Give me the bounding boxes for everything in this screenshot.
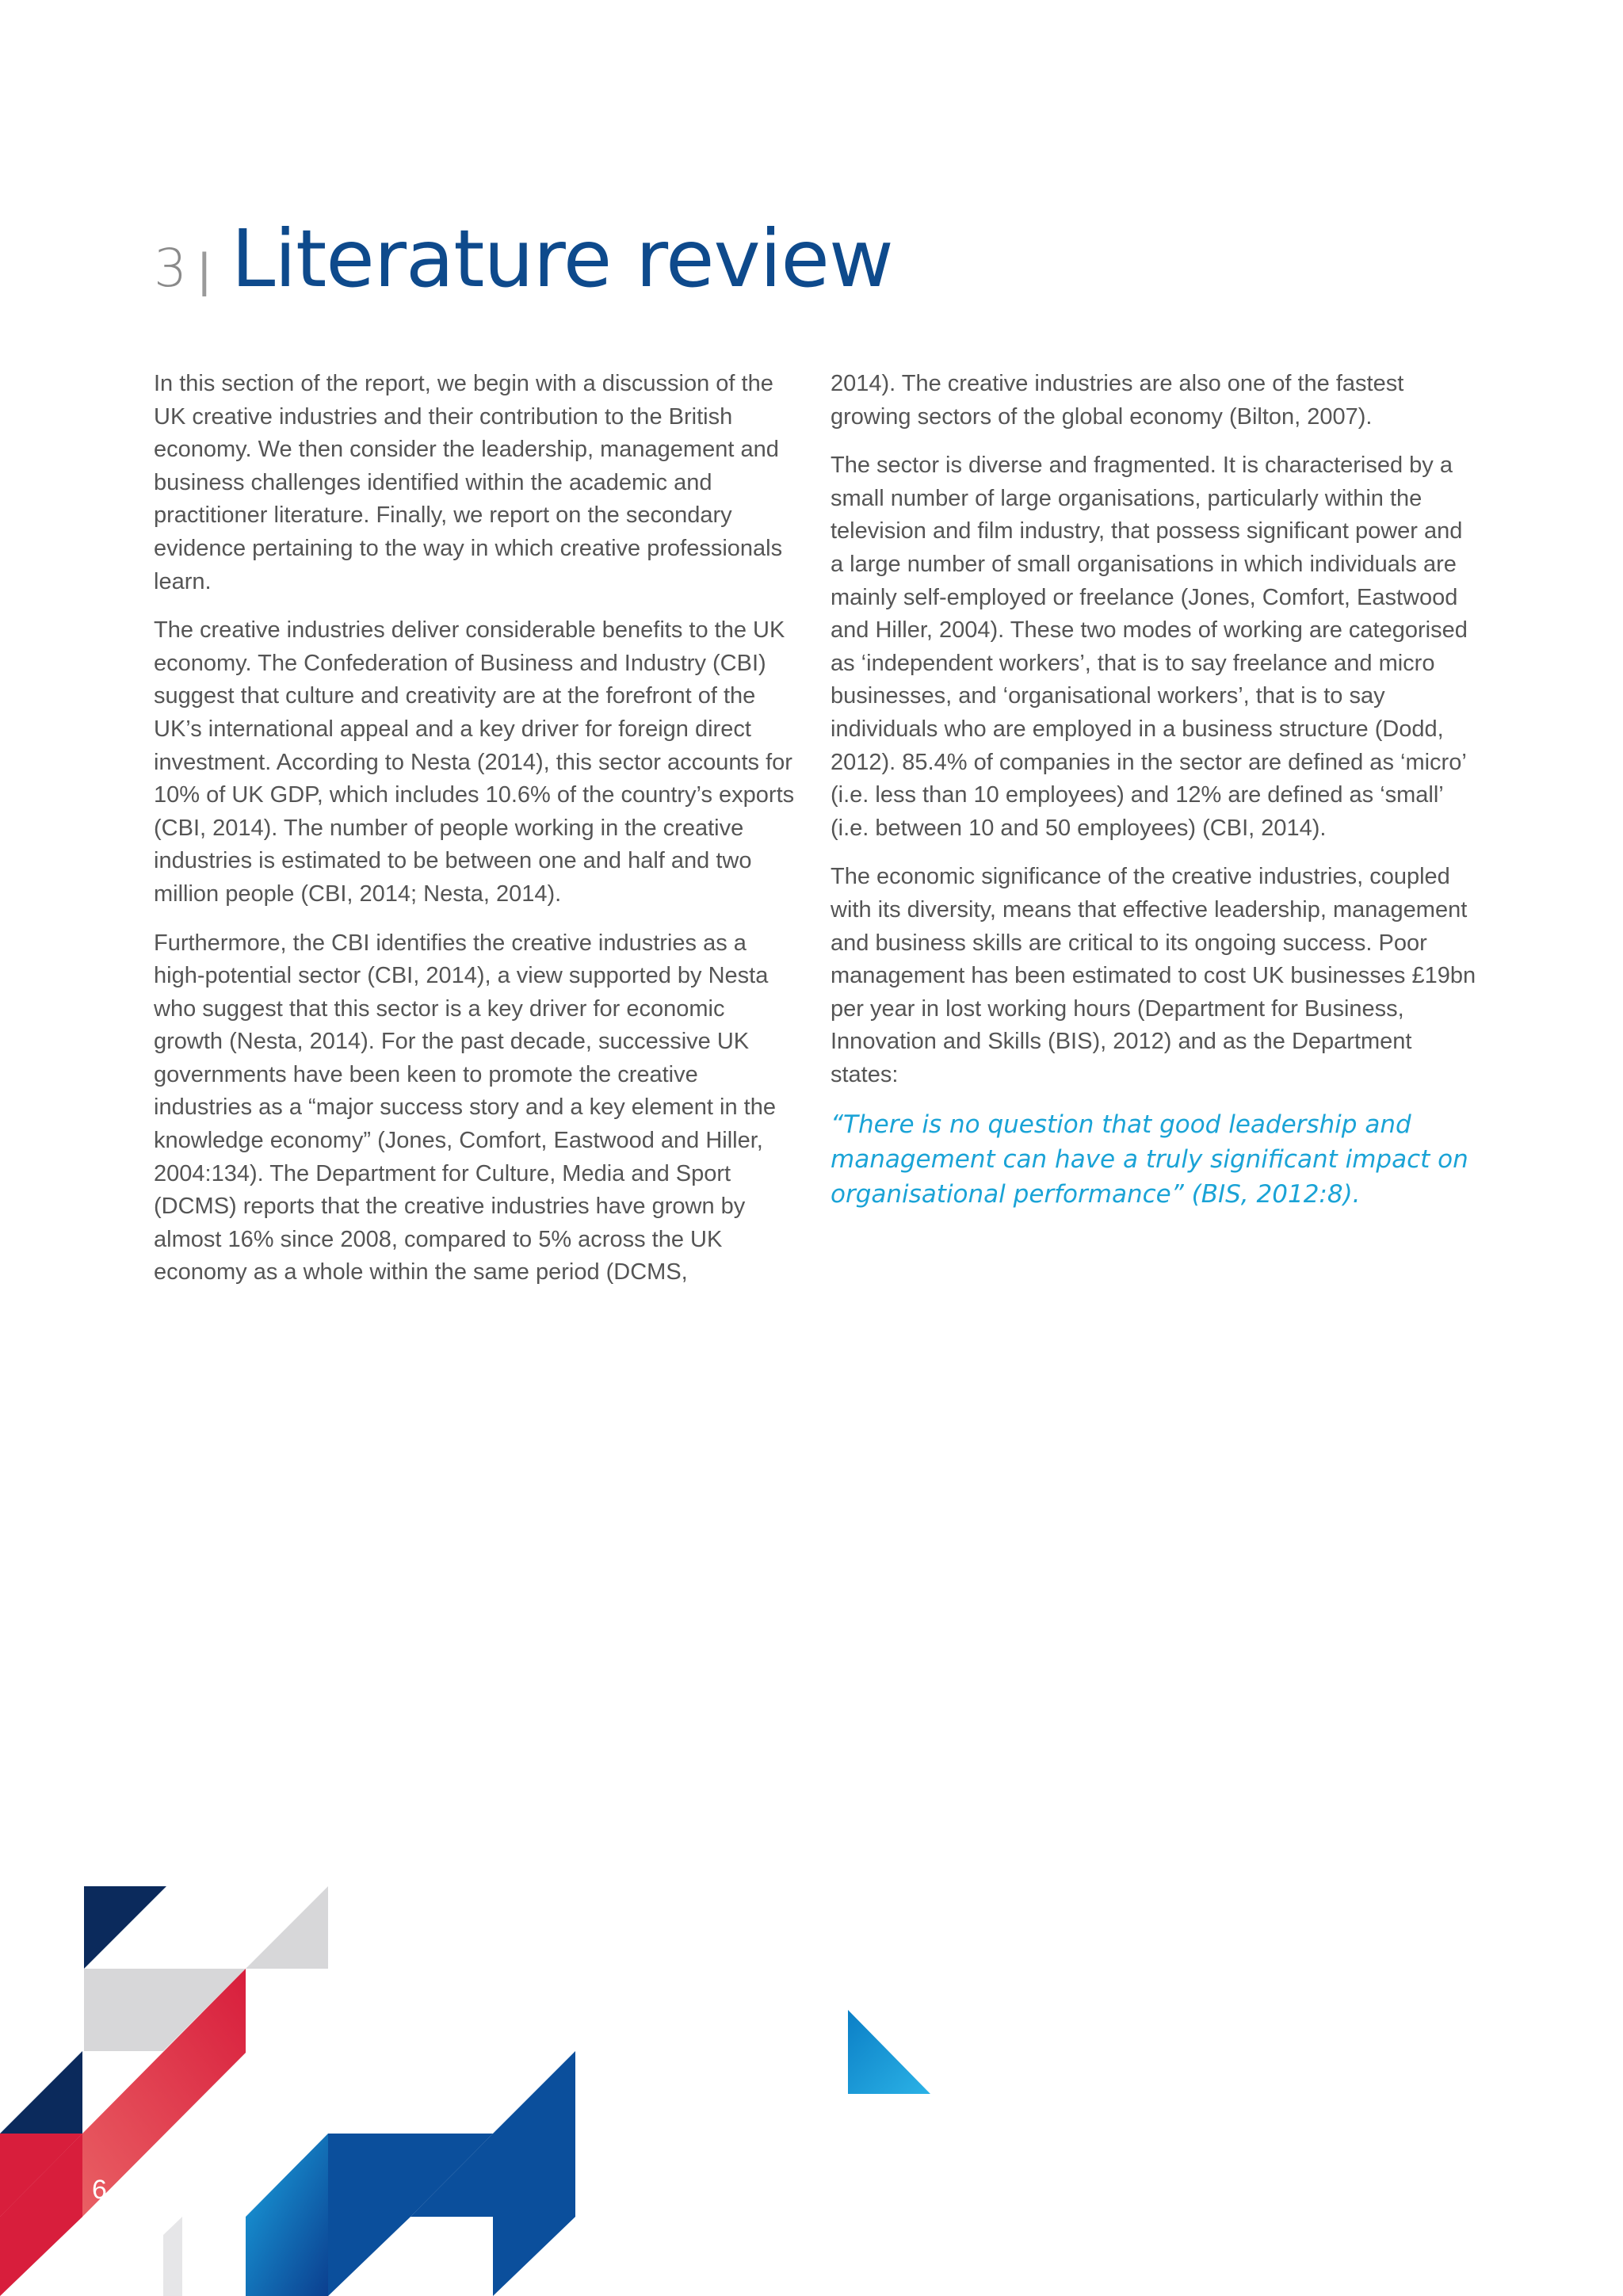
- section-number: 3: [154, 238, 187, 299]
- decorative-triangle: [848, 2010, 932, 2094]
- decorative-triangles: [0, 1886, 602, 2296]
- section-heading: [154, 212, 893, 305]
- page-number: 6: [92, 2175, 107, 2205]
- right-column: [831, 368, 1480, 1228]
- paragraph: 2014). The creative industries are also one of the fastest growing sectors of the global economy (Bilton, 2007).: [831, 371, 1404, 430]
- paragraph: The creative industries deliver considerable benefits to the UK economy. The Confederation of Business and Industry (CBI) suggest that culture and creativity are at the forefront of the UK’s international appeal and a key driver for foreign direct investment. According to Nesta (2014), this sector accounts for 10% of UK GDP, which includes 10.6% of the country’s exports (CBI, 2014). The number of people working in the creative industries is estimated to be between one and half and two million people (CBI, 2014; Nesta, 2014).: [154, 617, 795, 907]
- paragraph: Furthermore, the CBI identifies the creative industries as a high-potential sector (CBI, 2014), a view supported by Nesta who suggest that this sector is a key driver for economic growth (Nesta, 2014). For the past decade, successive UK governments have been keen to promote the creative industries as a “major success story and a key element in the knowledge economy” (Jones, Comfort, Eastwood and Hiller, 2004:134). The Department for Culture, Media and Sport (DCMS) reports that the creative industries have grown by almost 16% since 2008, compared to 5% across the UK economy as a whole within the same period (DCMS,: [154, 930, 776, 1286]
- page-title: Literature review: [231, 212, 893, 305]
- pull-quote: “There is no question that good leadership and management can have a truly significant impact on organisational performance” (BIS, 2012:8).: [831, 1110, 1468, 1209]
- paragraph: In this section of the report, we begin with a discussion of the UK creative industries and their contribution to the British economy. We then consider the leadership, management and business challenges identified within the academic and practitioner literature. Finally, we report on the secondary evidence pertaining to the way in which creative professionals learn.: [154, 371, 783, 594]
- paragraph: The economic significance of the creative industries, coupled with its diversity, means that effective leadership, management and business skills are critical to its ongoing success. Poor management has been estimated to cost UK businesses £19bn per year in lost working hours (Department for Business, Innovation and Skills (BIS), 2012) and as the Department states:: [831, 864, 1476, 1087]
- section-separator: |: [198, 243, 211, 296]
- paragraph: The sector is diverse and fragmented. It is characterised by a small number of large organisations, particularly within the television and film industry, that possess significant power and a large number of small organisations in which individuals are mainly self-employed or freelance (Jones, Comfort, Eastwood and Hiller, 2004). These two modes of working are categorised as ‘independent workers’, that is to say freelance and micro businesses, and ‘organisational workers’, that is to say individuals who are employed in a business structure (Dodd, 2012). 85.4% of companies in the sector are defined as ‘micro’ (i.e. less than 10 employees) and 12% are defined as ‘small’ (i.e. between 10 and 50 employees) (CBI, 2014).: [831, 453, 1468, 841]
- left-column: [154, 368, 797, 1305]
